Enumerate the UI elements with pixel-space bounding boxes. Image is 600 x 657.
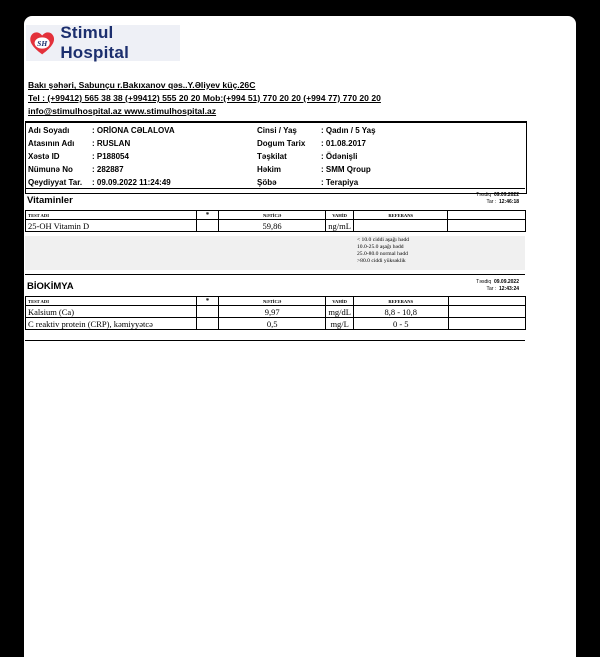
col-unit: VAHİD bbox=[326, 297, 354, 306]
test-name: 25-OH Vitamin D bbox=[26, 220, 197, 232]
info-label: Nümunə No bbox=[28, 165, 73, 174]
table-row bbox=[26, 306, 526, 318]
info-value: : 01.08.2017 bbox=[321, 139, 366, 148]
approve-date-label: Təsdiq bbox=[476, 279, 492, 285]
approve-time-label: Tar : bbox=[486, 285, 497, 292]
table-header bbox=[26, 211, 526, 220]
info-value: : Ödənişli bbox=[321, 152, 358, 161]
col-test: TEST ADI bbox=[26, 297, 197, 306]
approve-time: 12:46:18 bbox=[498, 198, 519, 205]
info-value: : Qadın / 5 Yaş bbox=[321, 126, 376, 135]
test-flag bbox=[197, 318, 219, 330]
logo-mark: SH bbox=[37, 38, 48, 48]
empty-cell bbox=[448, 220, 526, 232]
approve-date: 09.09.2022 bbox=[493, 279, 519, 285]
info-value: : Terapiya bbox=[321, 178, 359, 187]
approve-date-label: Təsdiq bbox=[476, 192, 492, 198]
col-empty bbox=[448, 211, 526, 220]
info-label: Atasının Adı bbox=[28, 139, 75, 148]
test-flag bbox=[197, 306, 219, 318]
reference-note-area bbox=[25, 236, 525, 270]
approval-stamp bbox=[476, 279, 519, 292]
info-label: Adı Soyadı bbox=[28, 126, 70, 135]
info-value: : SMM Qroup bbox=[321, 165, 371, 174]
test-result: 9,97 bbox=[218, 306, 325, 318]
col-empty bbox=[448, 297, 526, 306]
approve-time-label: Tar : bbox=[486, 198, 497, 205]
section-title: Vitaminler bbox=[27, 195, 73, 206]
hospital-name: Stimul Hospital bbox=[60, 23, 129, 62]
test-name: C reaktiv protein (CRP), kəmiyyətcə bbox=[26, 318, 197, 330]
note-line: 25.0-80.0 normal hədd bbox=[357, 251, 408, 257]
info-label: Cinsi / Yaş bbox=[257, 126, 297, 135]
test-name: Kalsium (Ca) bbox=[26, 306, 197, 318]
col-ref: REFERANS bbox=[353, 297, 448, 306]
info-value: : 282887 bbox=[92, 165, 124, 174]
results-table-vitamins bbox=[25, 210, 526, 232]
test-result: 0,5 bbox=[218, 318, 325, 330]
col-flag: * bbox=[197, 297, 219, 306]
note-line: >80.0 ciddi yüksəklik bbox=[357, 258, 406, 264]
address: Bakı şəhəri, Sabunçu r.Bakıxanov qəs..Y.Əliyev küç.26C bbox=[28, 80, 256, 90]
phone-numbers: Tel : (+99412) 565 38 38 (+99412) 555 20 20 Mob:(+994 51) 770 20 20 (+994 77) 770 20 20 bbox=[28, 93, 381, 103]
hospital-logo bbox=[26, 25, 180, 61]
end-rule bbox=[25, 340, 525, 341]
col-result: NƏTİCƏ bbox=[218, 211, 325, 220]
table-row bbox=[26, 318, 526, 330]
test-flag bbox=[197, 220, 219, 232]
info-label: Təşkilat bbox=[257, 152, 287, 161]
col-ref: REFERANS bbox=[353, 211, 448, 220]
col-flag: * bbox=[197, 211, 219, 220]
info-value: : 09.09.2022 11:24:49 bbox=[92, 178, 171, 187]
section-title: BİOKİMYA bbox=[27, 281, 74, 292]
note-line: 10.0-25.0 aşağı hədd bbox=[357, 244, 404, 250]
col-result: NƏTİCƏ bbox=[218, 297, 325, 306]
patient-info-box bbox=[25, 121, 527, 194]
test-reference: 8,8 - 10,8 bbox=[353, 306, 448, 318]
heart-logo-icon bbox=[28, 28, 56, 58]
info-label: Şöbə bbox=[257, 178, 277, 187]
section-header-biochemistry bbox=[25, 274, 525, 297]
test-unit: ng/mL bbox=[326, 220, 354, 232]
info-label: Xəstə ID bbox=[28, 152, 60, 161]
table-header bbox=[26, 297, 526, 306]
info-label: Həkim bbox=[257, 165, 282, 174]
email-website: info@stimulhospital.az www.stimulhospital.az bbox=[28, 106, 217, 116]
approve-time: 12:43:24 bbox=[498, 285, 519, 292]
test-unit: mg/dL bbox=[326, 306, 354, 318]
info-label: Dogum Tarix bbox=[257, 139, 306, 148]
empty-cell bbox=[448, 318, 526, 330]
reference-notes bbox=[357, 237, 409, 265]
approval-stamp bbox=[476, 192, 519, 205]
table-row bbox=[26, 220, 526, 232]
info-value: : ORİONA CƏLALOVA bbox=[92, 126, 175, 135]
test-reference bbox=[353, 220, 448, 232]
test-unit: mg/L bbox=[326, 318, 354, 330]
empty-cell bbox=[448, 306, 526, 318]
section-header-vitamins bbox=[25, 188, 525, 211]
col-test: TEST ADI bbox=[26, 211, 197, 220]
note-line: < 10.0 ciddi aşağı hədd bbox=[357, 237, 410, 243]
info-value: : RUSLAN bbox=[92, 139, 131, 148]
results-table-biochemistry bbox=[25, 296, 526, 330]
approve-date: 09.09.2022 bbox=[493, 192, 519, 198]
test-reference: 0 - 5 bbox=[353, 318, 448, 330]
info-label: Qeydiyyat Tar. bbox=[28, 178, 83, 187]
info-value: : P188054 bbox=[92, 152, 129, 161]
test-result: 59,86 bbox=[218, 220, 325, 232]
col-unit: VAHİD bbox=[326, 211, 354, 220]
